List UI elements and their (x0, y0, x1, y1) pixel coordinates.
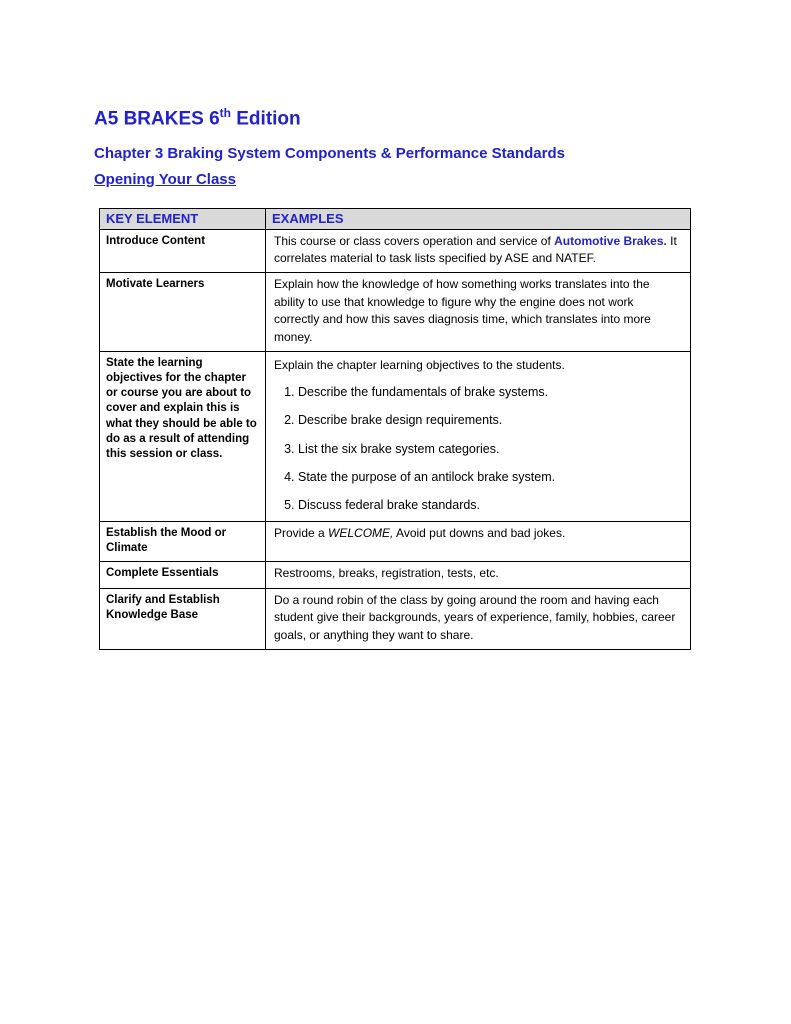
example-cell: Do a round robin of the class by going around the room and having each student give their backgrounds, years of experience, family, hobbies, career goals, or anything they want to share. (266, 588, 691, 649)
table-row-introduce-content (100, 229, 691, 273)
example-text-segment: This course or class covers operation and service of (274, 233, 555, 248)
table-row-motivate-learners (100, 273, 691, 352)
key-element-cell: Clarify and Establish Knowledge Base (100, 588, 266, 649)
key-element-cell: Establish the Mood or Climate (100, 521, 266, 561)
title-tail: Edition (230, 108, 301, 130)
example-text-segment: Avoid put downs and bad jokes. (393, 525, 566, 540)
example-text-segment: It correlates material to task lists specified by ASE and NATEF. (274, 233, 677, 266)
table-row-complete-essentials (100, 562, 691, 588)
table-header-examples: EXAMPLES (266, 208, 691, 229)
table-row-establish-mood (100, 521, 691, 561)
title-superscript: th (219, 106, 231, 120)
objectives-list (274, 383, 682, 514)
example-cell (266, 229, 691, 273)
example-cell: Restrooms, breaks, registration, tests, etc. (266, 562, 691, 588)
key-element-table (99, 208, 691, 650)
section-heading: Opening Your Class (94, 170, 236, 188)
table-header-key-element: KEY ELEMENT (100, 208, 266, 229)
table-header-row (100, 208, 691, 229)
example-italic-segment: WELCOME, (328, 525, 394, 540)
objectives-intro: Explain the chapter learning objectives to the students. (274, 357, 565, 372)
example-text-segment: Provide a (274, 525, 329, 540)
objective-item: 1. Describe the fundamentals of brake systems. (298, 383, 682, 401)
key-element-cell: Introduce Content (100, 229, 266, 273)
example-highlight-segment: Automotive Brakes. (554, 233, 667, 248)
chapter-heading: Chapter 3 Braking System Components & Performance Standards (94, 145, 565, 163)
key-element-cell: Complete Essentials (100, 562, 266, 588)
objective-item: 5. Discuss federal brake standards. (298, 496, 682, 514)
example-cell (266, 521, 691, 561)
example-cell (266, 351, 691, 521)
table-row-learning-objectives (100, 351, 691, 521)
table-row-clarify-knowledge-base (100, 588, 691, 649)
key-element-cell: Motivate Learners (100, 273, 266, 352)
key-element-cell: State the learning objectives for the chapter or course you are about to cover and explain this is what they should be able to do as a result of attending this session or class. (100, 351, 266, 521)
objective-item: 4. State the purpose of an antilock brake system. (298, 468, 682, 486)
document-title (94, 106, 697, 131)
objective-item: 2. Describe brake design requirements. (298, 411, 682, 429)
example-cell: Explain how the knowledge of how something works translates into the ability to use that knowledge to figure why the engine does not work correctly and how this saves diagnosis time, which translates into more money. (266, 273, 691, 352)
title-main: A5 BRAKES 6 (94, 108, 220, 130)
objective-item: 3. List the six brake system categories. (298, 440, 682, 458)
